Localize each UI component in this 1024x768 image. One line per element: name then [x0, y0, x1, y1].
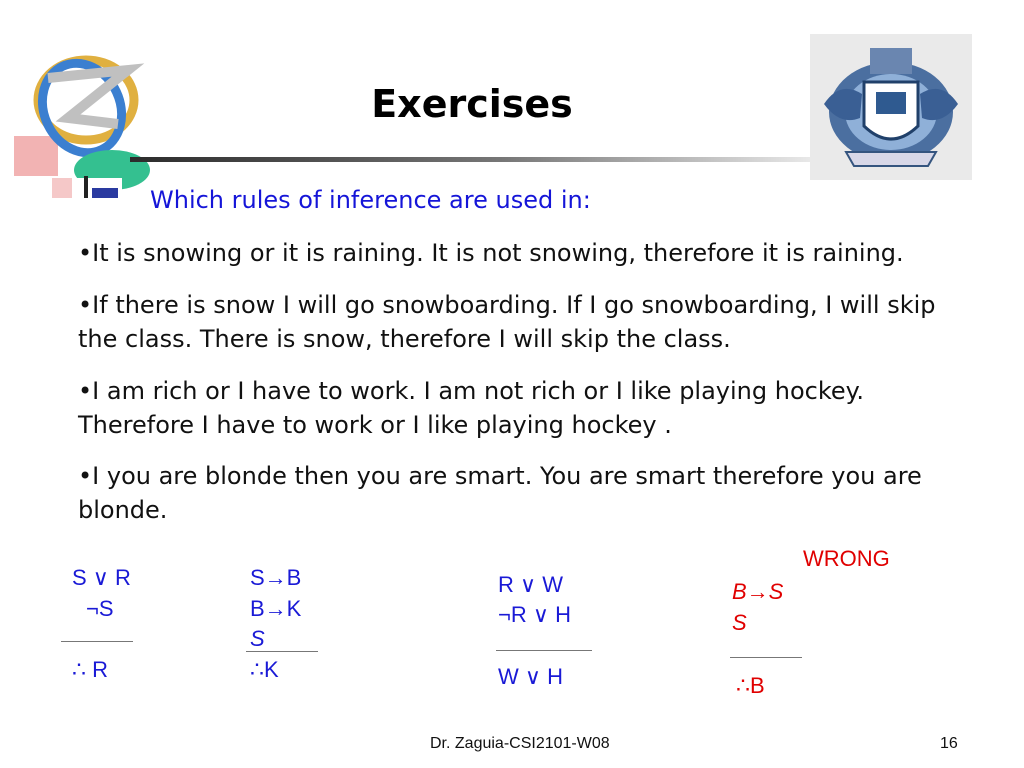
exercise-prompt: Which rules of inference are used in:	[150, 186, 591, 214]
bullet-2: •If there is snow I will go snowboarding. If I go snowboarding, I will skip the class. There is snow, therefore I will skip the class.	[78, 291, 936, 353]
argument-a-premise-2: ¬S	[86, 596, 114, 621]
argument-d-premise-1: B→S	[732, 579, 784, 604]
argument-c-premise-1: R ∨ W	[498, 572, 563, 597]
page-title: Exercises	[371, 82, 573, 126]
bullet-3: •I am rich or I have to work. I am not rich or I like playing hockey. Therefore I have to work or I like playing hockey .	[78, 377, 865, 439]
title-rule	[130, 157, 810, 162]
wrong-label: WRONG	[803, 546, 890, 571]
footer-author: Dr. Zaguia-CSI2101-W08	[430, 735, 610, 752]
page-number: 16	[940, 735, 958, 752]
argument-d-premise-2: S	[732, 610, 747, 635]
university-crest-icon	[810, 34, 972, 180]
argument-b-conclusion: ∴K	[250, 657, 279, 682]
argument-a-premise-1: S ∨ R	[72, 565, 131, 590]
argument-b-premise-3: S	[250, 626, 265, 651]
argument-b-line	[246, 651, 318, 652]
argument-c-conclusion: W ∨ H	[498, 664, 563, 689]
argument-a-conclusion: ∴ R	[72, 657, 108, 682]
argument-d-line	[730, 657, 802, 658]
argument-a-line	[61, 641, 133, 642]
bullet-4: •I you are blonde then you are smart. You are smart therefore you are blonde.	[78, 462, 922, 524]
argument-b-premise-1: S→B	[250, 565, 302, 590]
argument-d-conclusion: ∴B	[736, 673, 765, 698]
bullet-1: •It is snowing or it is raining. It is not snowing, therefore it is raining.	[78, 239, 904, 267]
argument-b-premise-2: B→K	[250, 596, 302, 621]
argument-c-line	[496, 650, 592, 651]
argument-c-premise-2: ¬R ∨ H	[498, 602, 571, 627]
